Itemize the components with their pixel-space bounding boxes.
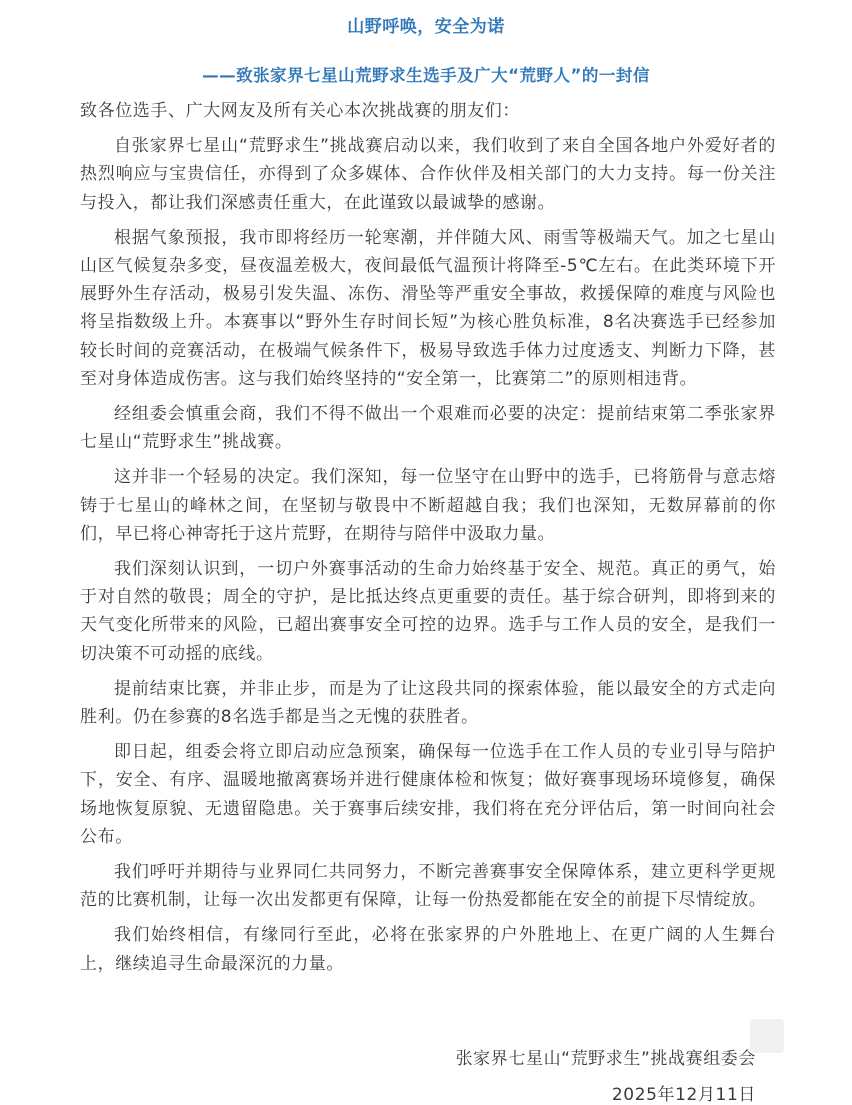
paragraph-not-easy: 这并非一个轻易的决定。我们深知，每一位坚守在山野中的选手，已将筋骨与意志熔铸于七星山的峰林之间，在坚韧与敬畏中不断超越自我；我们也深知，无数屏幕前的你们，早已将心神寄托于这片荒野，在期待与陪伴中汲取力量。 xyxy=(80,467,776,544)
paragraph-winners: 提前结束比赛，并非止步，而是为了让这段共同的探索体验，能以最安全的方式走向胜利。仍在参赛的8名选手都是当之无愧的获胜者。 xyxy=(80,678,776,728)
paragraph-weather: 根据气象预报，我市即将经历一轮寒潮，并伴随大风、雨雪等极端天气。加之七星山山区气候复杂多变，昼夜温差极大，夜间最低气温预计将降至-5℃左右。在此类环境下开展野外生存活动，极易引发失温、冻伤、滑坠等严重安全事故，救援保障的难度与风险也将呈指数级上升。本赛事以“野外生存时间长短”为核心胜负标准，8名决赛选手已经参加较长时间的竞赛活动，在极端气候条件下，极易导致选手体力过度透支、判断力下降，甚至对身体造成伤害。这与我们始终坚持的“安全第一，比赛第二”的原则相违背。 xyxy=(80,227,776,389)
page-title: 山野呼唤，安全为诺 xyxy=(347,17,505,37)
page-subtitle: ——致张家界七星山荒野求生选手及广大“荒野人”的一封信 xyxy=(202,66,650,85)
signature-date: 2025年12月11日 xyxy=(611,1085,756,1105)
paragraph-closing: 我们始终相信，有缘同行至此，必将在张家界的户外胜地上、在更广阔的人生舞台上，继续追寻生命最深沉的力量。 xyxy=(80,925,776,974)
paragraph-safety: 我们深刻认识到，一切户外赛事活动的生命力始终基于安全、规范。真正的勇气，始于对自然的敬畏；周全的守护，是比抵达终点更重要的责任。基于综合研判，即将到来的天气变化所带来的风险，已超出赛事安全可控的边界。选手与工作人员的安全，是我们一切决策不可动摇的底线。 xyxy=(80,559,776,664)
paragraph-evacuation: 即日起，组委会将立即启动应急预案，确保每一位选手在工作人员的专业引导与陪护下，安全、有序、温暖地撤离赛场并进行健康体检和恢复；做好赛事现场环境修复，确保场地恢复原貌、无遗留隐患。关于赛事后续安排，我们将在充分评估后，第一时间向社会公布。 xyxy=(80,742,776,847)
signature-organizer: 张家界七星山“荒野求生”挑战赛组委会 xyxy=(455,1049,756,1069)
paragraph-decision: 经组委会慎重会商，我们不得不做出一个艰难而必要的决定：提前结束第二季张家界七星山“荒野求生”挑战赛。 xyxy=(80,404,776,453)
paragraph-thanks: 自张家界七星山“荒野求生”挑战赛启动以来，我们收到了来自全国各地户外爱好者的热烈响应与宝贵信任，亦得到了众多媒体、合作伙伴及相关部门的大力支持。每一份关注与投入，都让我们深感责任重大，在此谨致以最诚挚的感谢。 xyxy=(80,136,776,213)
letter-greeting: 致各位选手、广大网友及所有关心本次挑战赛的朋友们： xyxy=(80,101,520,121)
paragraph-appeal: 我们呼吁并期待与业界同仁共同努力，不断完善赛事安全保障体系，建立更科学更规范的比赛机制，让每一次出发都更有保障，让每一份热爱都能在安全的前提下尽情绽放。 xyxy=(80,862,776,911)
letter-body xyxy=(80,97,776,985)
